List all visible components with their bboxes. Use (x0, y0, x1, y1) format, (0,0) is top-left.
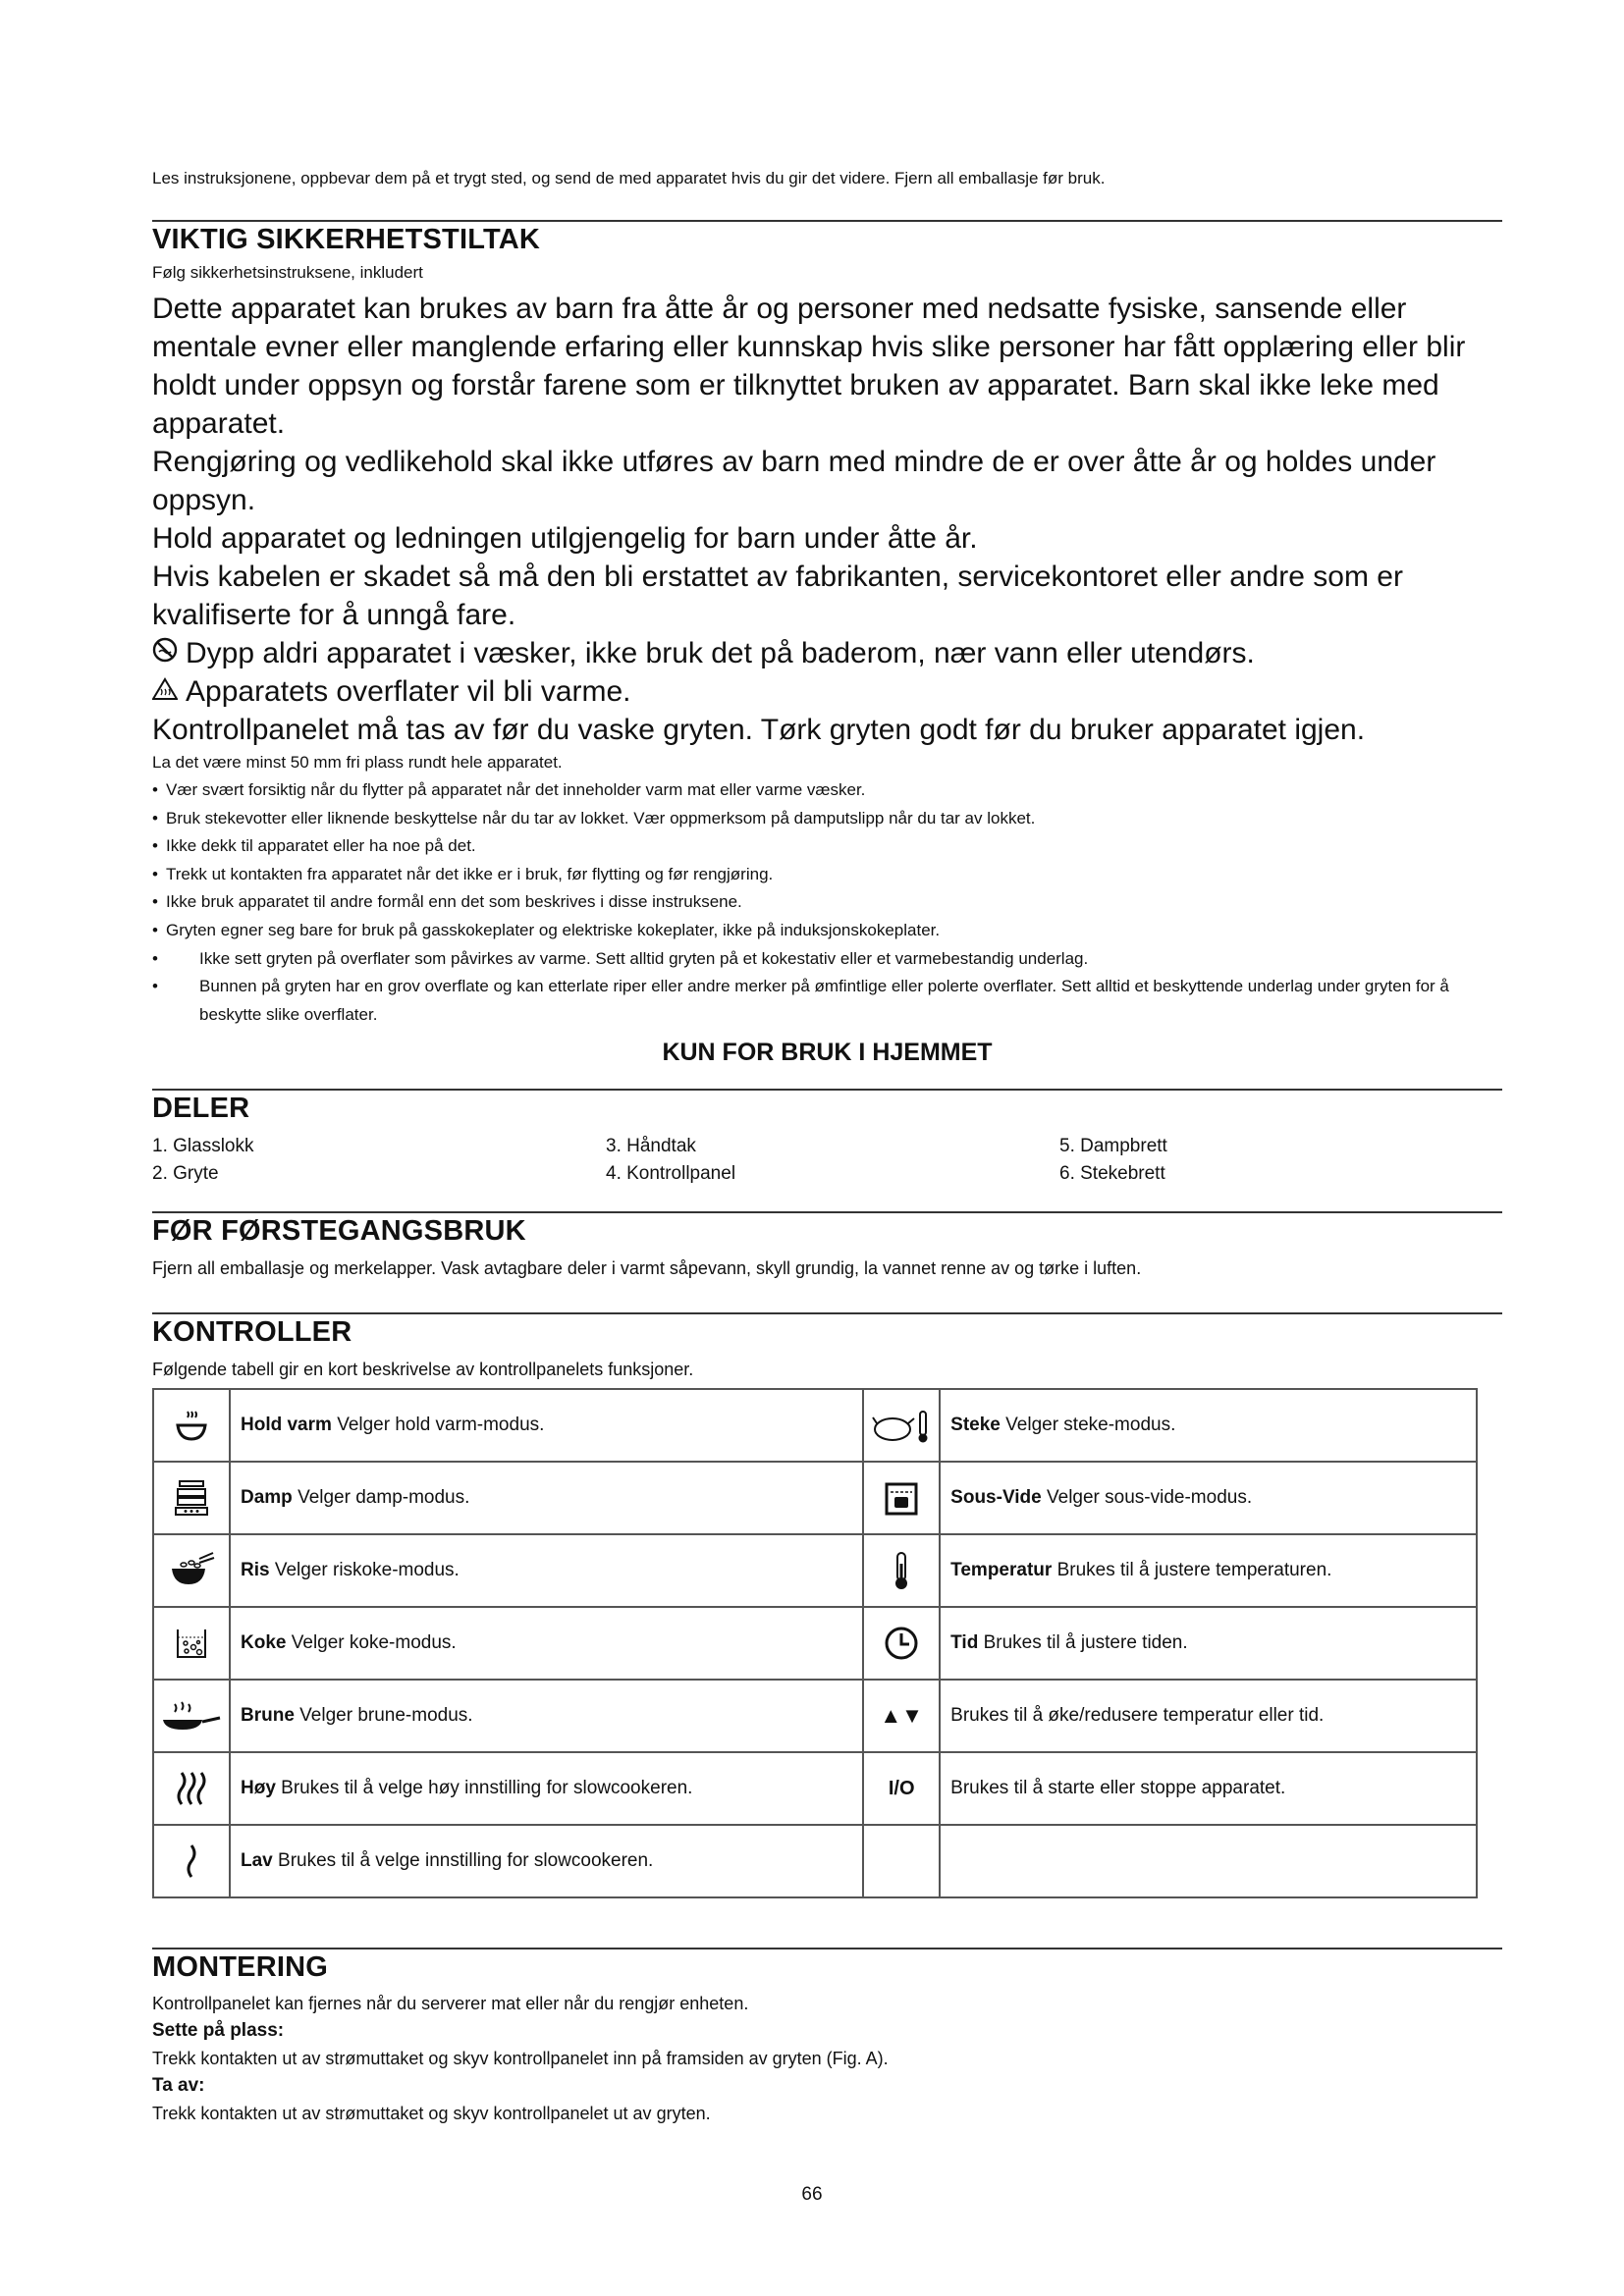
control-description: Damp Velger damp-modus. (230, 1462, 863, 1534)
table-row (153, 1389, 1477, 1462)
safety-large-7: Kontrollpanelet må tas av før du vaske gryten. Tørk gryten godt før du bruker apparatet igjen. (152, 714, 1366, 746)
hot-surface-warning-icon (152, 672, 178, 711)
assembly-place-label: Sette på plass: (152, 2020, 285, 2042)
safety-large-5 (152, 634, 1502, 672)
safety-subheading: Følg sikkerhetsinstruksene, inkludert (152, 263, 423, 282)
boil-icon (153, 1607, 230, 1680)
first-use-heading: FØR FØRSTEGANGSBRUK (152, 1211, 1502, 1254)
controls-intro: Følgende tabell gir en kort beskrivelse av kontrollpanelets funksjoner. (152, 1360, 694, 1380)
table-row (153, 1462, 1477, 1534)
power-label: I/O (863, 1752, 940, 1825)
parts-section (152, 1089, 1502, 1188)
safety-section (152, 220, 1502, 1067)
safety-large-5-text: Dypp aldri apparatet i væsker, ikke bruk det på baderom, nær vann eller utendørs. (186, 637, 1255, 669)
safety-bullet: • Ikke sett gryten på overflater som påvirkes av varme. Sett alltid gryten på et kokestativ eller et varmebestandig underlag. (152, 945, 1502, 974)
control-description: Brune Velger brune-modus. (230, 1680, 863, 1752)
safety-small-1: La det være minst 50 mm fri plass rundt hele apparatet. (152, 753, 563, 772)
control-description: Temperatur Brukes til å justere temperaturen. (940, 1534, 1477, 1607)
part-item: 5. Dampbrett (1059, 1136, 1167, 1157)
safety-bullet: • Trekk ut kontakten fra apparatet når det ikke er i bruk, før flytting og før rengjøring. (152, 861, 1502, 889)
controls-table (152, 1388, 1478, 1898)
assembly-section (152, 1948, 1502, 2127)
table-row (153, 1534, 1477, 1607)
up-down-icon: ▲▼ (863, 1680, 940, 1752)
controls-section (152, 1312, 1502, 1898)
safety-bullet: • Bunnen på gryten har en grov overflate og kan etterlate riper eller andre merker på ømfintlige eller polerte overflater. Sett alltid et beskyttende underlag under gryten for å beskytte slike overflater. (152, 973, 1502, 1029)
safety-bullet: • Ikke bruk apparatet til andre formål enn det som beskrives i disse instruksene. (152, 888, 1502, 917)
sous-vide-icon (863, 1462, 940, 1534)
home-use-heading: KUN FOR BRUK I HJEMMET (662, 1039, 993, 1067)
control-description: Sous-Vide Velger sous-vide-modus. (940, 1462, 1477, 1534)
assembly-heading: MONTERING (152, 1948, 1502, 1990)
assembly-intro: Kontrollpanelet kan fjernes når du serverer mat eller når du rengjør enheten. (152, 1994, 749, 2014)
assembly-remove-label: Ta av: (152, 2075, 205, 2097)
roast-icon (863, 1389, 940, 1462)
parts-list (152, 1133, 1502, 1188)
high-heat-icon (153, 1752, 230, 1825)
part-item: 1. Glasslokk (152, 1136, 254, 1157)
empty-cell (863, 1825, 940, 1897)
controls-heading: KONTROLLER (152, 1312, 1502, 1355)
thermometer-icon (863, 1534, 940, 1607)
safety-bullet: • Vær svært forsiktig når du flytter på apparatet når det inneholder varm mat eller varme væsker. (152, 776, 1502, 805)
safety-bullets (152, 776, 1502, 1029)
clock-icon (863, 1607, 940, 1680)
brown-icon (153, 1680, 230, 1752)
control-description: Høy Brukes til å velge høy innstilling for slowcookeren. (230, 1752, 863, 1825)
table-row (153, 1825, 1477, 1897)
low-heat-icon (153, 1825, 230, 1897)
safety-bullet: • Bruk stekevotter eller liknende beskyttelse når du tar av lokket. Vær oppmerksom på damputslipp når du tar av lokket. (152, 805, 1502, 833)
control-description: Tid Brukes til å justere tiden. (940, 1607, 1477, 1680)
safety-bullet: • Ikke dekk til apparatet eller ha noe på det. (152, 832, 1502, 861)
page-number: 66 (801, 2184, 823, 2205)
control-description: Ris Velger riskoke-modus. (230, 1534, 863, 1607)
table-row (153, 1680, 1477, 1752)
first-use-section (152, 1211, 1502, 1281)
first-use-text: Fjern all emballasje og merkelapper. Vask avtagbare deler i varmt såpevann, skyll grundig, la vannet renne av og tørke i luften. (152, 1258, 1142, 1279)
assembly-place-text: Trekk kontakten ut av strømuttaket og skyv kontrollpanelet inn på framsiden av gryten (Fig. A). (152, 2049, 889, 2069)
safety-large-1: Dette apparatet kan brukes av barn fra åtte år og personer med nedsatte fysiske, sansende eller mentale evner eller manglende erfaring eller kunnskap hvis slike personer har fått opplæring eller blir holdt under oppsyn og forstår farene som er tilknyttet bruken av apparatet. Barn skal ikke leke med apparatet. (152, 293, 1466, 440)
safety-large-2: Rengjøring og vedlikehold skal ikke utføres av barn med mindre de er over åtte år og holdes under oppsyn. (152, 446, 1436, 516)
control-description: Lav Brukes til å velge innstilling for slowcookeren. (230, 1825, 863, 1897)
control-description: Steke Velger steke-modus. (940, 1389, 1477, 1462)
rice-icon (153, 1534, 230, 1607)
safety-large-4: Hvis kabelen er skadet så må den bli erstattet av fabrikanten, servicekontoret eller andre som er kvalifiserte for å unngå fare. (152, 561, 1403, 631)
control-description: Brukes til å øke/redusere temperatur eller tid. (940, 1680, 1477, 1752)
safety-bullet: • Gryten egner seg bare for bruk på gasskokeplater og elektriske kokeplater, ikke på induksjonskokeplater. (152, 917, 1502, 945)
control-description (940, 1825, 1477, 1897)
safety-large-6-text: Apparatets overflater vil bli varme. (186, 675, 631, 708)
no-immerse-icon (152, 634, 178, 672)
table-row (153, 1752, 1477, 1825)
control-description: Koke Velger koke-modus. (230, 1607, 863, 1680)
safety-large-3: Hold apparatet og ledningen utilgjengelig for barn under åtte år. (152, 522, 978, 555)
part-item: 6. Stekebrett (1059, 1163, 1165, 1185)
control-description: Brukes til å starte eller stoppe apparatet. (940, 1752, 1477, 1825)
keep-warm-icon (153, 1389, 230, 1462)
table-row (153, 1607, 1477, 1680)
part-item: 3. Håndtak (606, 1136, 696, 1157)
manual-page (152, 167, 1502, 2127)
safety-heading: VIKTIG SIKKERHETSTILTAK (152, 220, 1502, 262)
steam-icon (153, 1462, 230, 1534)
assembly-remove-text: Trekk kontakten ut av strømuttaket og skyv kontrollpanelet ut av gryten. (152, 2104, 711, 2124)
intro-text: Les instruksjonene, oppbevar dem på et trygt sted, og send de med apparatet hvis du gir det videre. Fjern all emballasje før bruk. (152, 169, 1106, 187)
parts-heading: DELER (152, 1089, 1502, 1131)
part-item: 2. Gryte (152, 1163, 219, 1185)
control-description: Hold varm Velger hold varm-modus. (230, 1389, 863, 1462)
safety-large-6 (152, 672, 1502, 711)
part-item: 4. Kontrollpanel (606, 1163, 736, 1185)
